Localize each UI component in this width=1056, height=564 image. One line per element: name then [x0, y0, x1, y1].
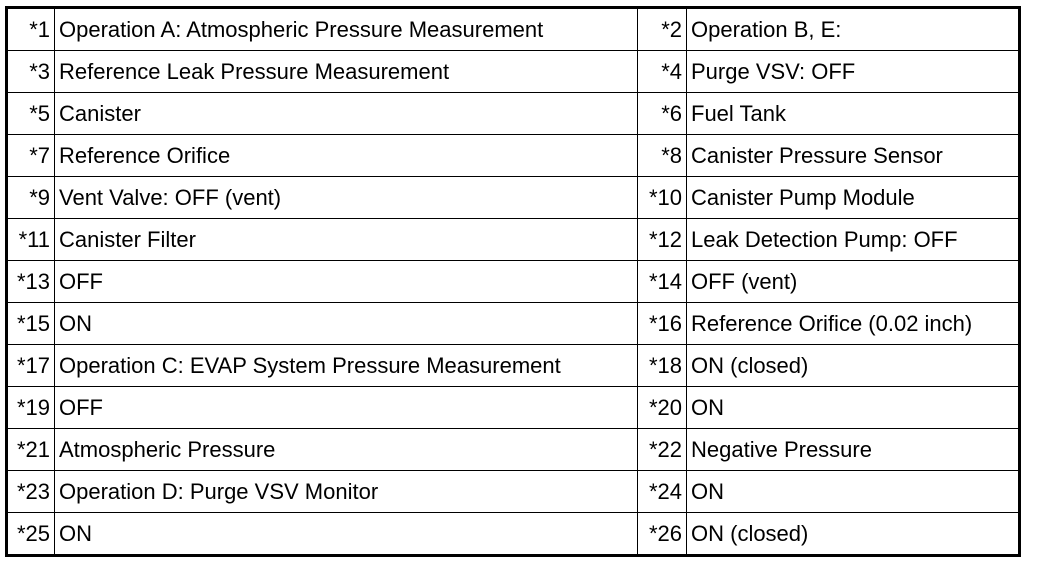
right-item-number: *22 — [638, 429, 687, 471]
left-item-description: OFF — [55, 261, 638, 303]
right-item-description: OFF (vent) — [687, 261, 1020, 303]
right-item-number: *24 — [638, 471, 687, 513]
right-item-description: ON — [687, 471, 1020, 513]
right-item-number: *14 — [638, 261, 687, 303]
right-item-description: Canister Pressure Sensor — [687, 135, 1020, 177]
left-item-description: Operation C: EVAP System Pressure Measurement — [55, 345, 638, 387]
right-item-description: Purge VSV: OFF — [687, 51, 1020, 93]
left-item-description: ON — [55, 303, 638, 345]
legend-table — [5, 6, 1021, 557]
left-item-number: *1 — [7, 8, 55, 51]
left-item-number: *21 — [7, 429, 55, 471]
table-row — [7, 51, 1020, 93]
left-item-description: Canister — [55, 93, 638, 135]
table-row — [7, 513, 1020, 556]
left-item-description: Canister Filter — [55, 219, 638, 261]
right-item-number: *18 — [638, 345, 687, 387]
left-item-number: *25 — [7, 513, 55, 556]
right-item-description: Operation B, E: — [687, 8, 1020, 51]
left-item-number: *23 — [7, 471, 55, 513]
table-row — [7, 93, 1020, 135]
table-row — [7, 8, 1020, 51]
left-item-description: Reference Leak Pressure Measurement — [55, 51, 638, 93]
left-item-number: *11 — [7, 219, 55, 261]
left-item-number: *13 — [7, 261, 55, 303]
left-item-number: *3 — [7, 51, 55, 93]
right-item-number: *2 — [638, 8, 687, 51]
right-item-number: *26 — [638, 513, 687, 556]
right-item-description: ON (closed) — [687, 345, 1020, 387]
table-row — [7, 177, 1020, 219]
left-item-number: *17 — [7, 345, 55, 387]
table-row — [7, 261, 1020, 303]
left-item-description: OFF — [55, 387, 638, 429]
right-item-description: Negative Pressure — [687, 429, 1020, 471]
left-item-description: Atmospheric Pressure — [55, 429, 638, 471]
right-item-description: Canister Pump Module — [687, 177, 1020, 219]
right-item-description: Leak Detection Pump: OFF — [687, 219, 1020, 261]
left-item-number: *5 — [7, 93, 55, 135]
right-item-description: Fuel Tank — [687, 93, 1020, 135]
table-row — [7, 387, 1020, 429]
left-item-number: *15 — [7, 303, 55, 345]
right-item-description: ON (closed) — [687, 513, 1020, 556]
left-item-description: Operation D: Purge VSV Monitor — [55, 471, 638, 513]
table-row — [7, 429, 1020, 471]
left-item-description: Vent Valve: OFF (vent) — [55, 177, 638, 219]
table-row — [7, 135, 1020, 177]
right-item-number: *4 — [638, 51, 687, 93]
left-item-description: Operation A: Atmospheric Pressure Measurement — [55, 8, 638, 51]
left-item-number: *19 — [7, 387, 55, 429]
right-item-number: *6 — [638, 93, 687, 135]
right-item-number: *12 — [638, 219, 687, 261]
right-item-number: *8 — [638, 135, 687, 177]
left-item-number: *7 — [7, 135, 55, 177]
right-item-description: Reference Orifice (0.02 inch) — [687, 303, 1020, 345]
table-row — [7, 303, 1020, 345]
left-item-description: ON — [55, 513, 638, 556]
table-row — [7, 219, 1020, 261]
left-item-number: *9 — [7, 177, 55, 219]
table-row — [7, 345, 1020, 387]
table-row — [7, 471, 1020, 513]
right-item-number: *16 — [638, 303, 687, 345]
right-item-number: *10 — [638, 177, 687, 219]
right-item-description: ON — [687, 387, 1020, 429]
left-item-description: Reference Orifice — [55, 135, 638, 177]
right-item-number: *20 — [638, 387, 687, 429]
